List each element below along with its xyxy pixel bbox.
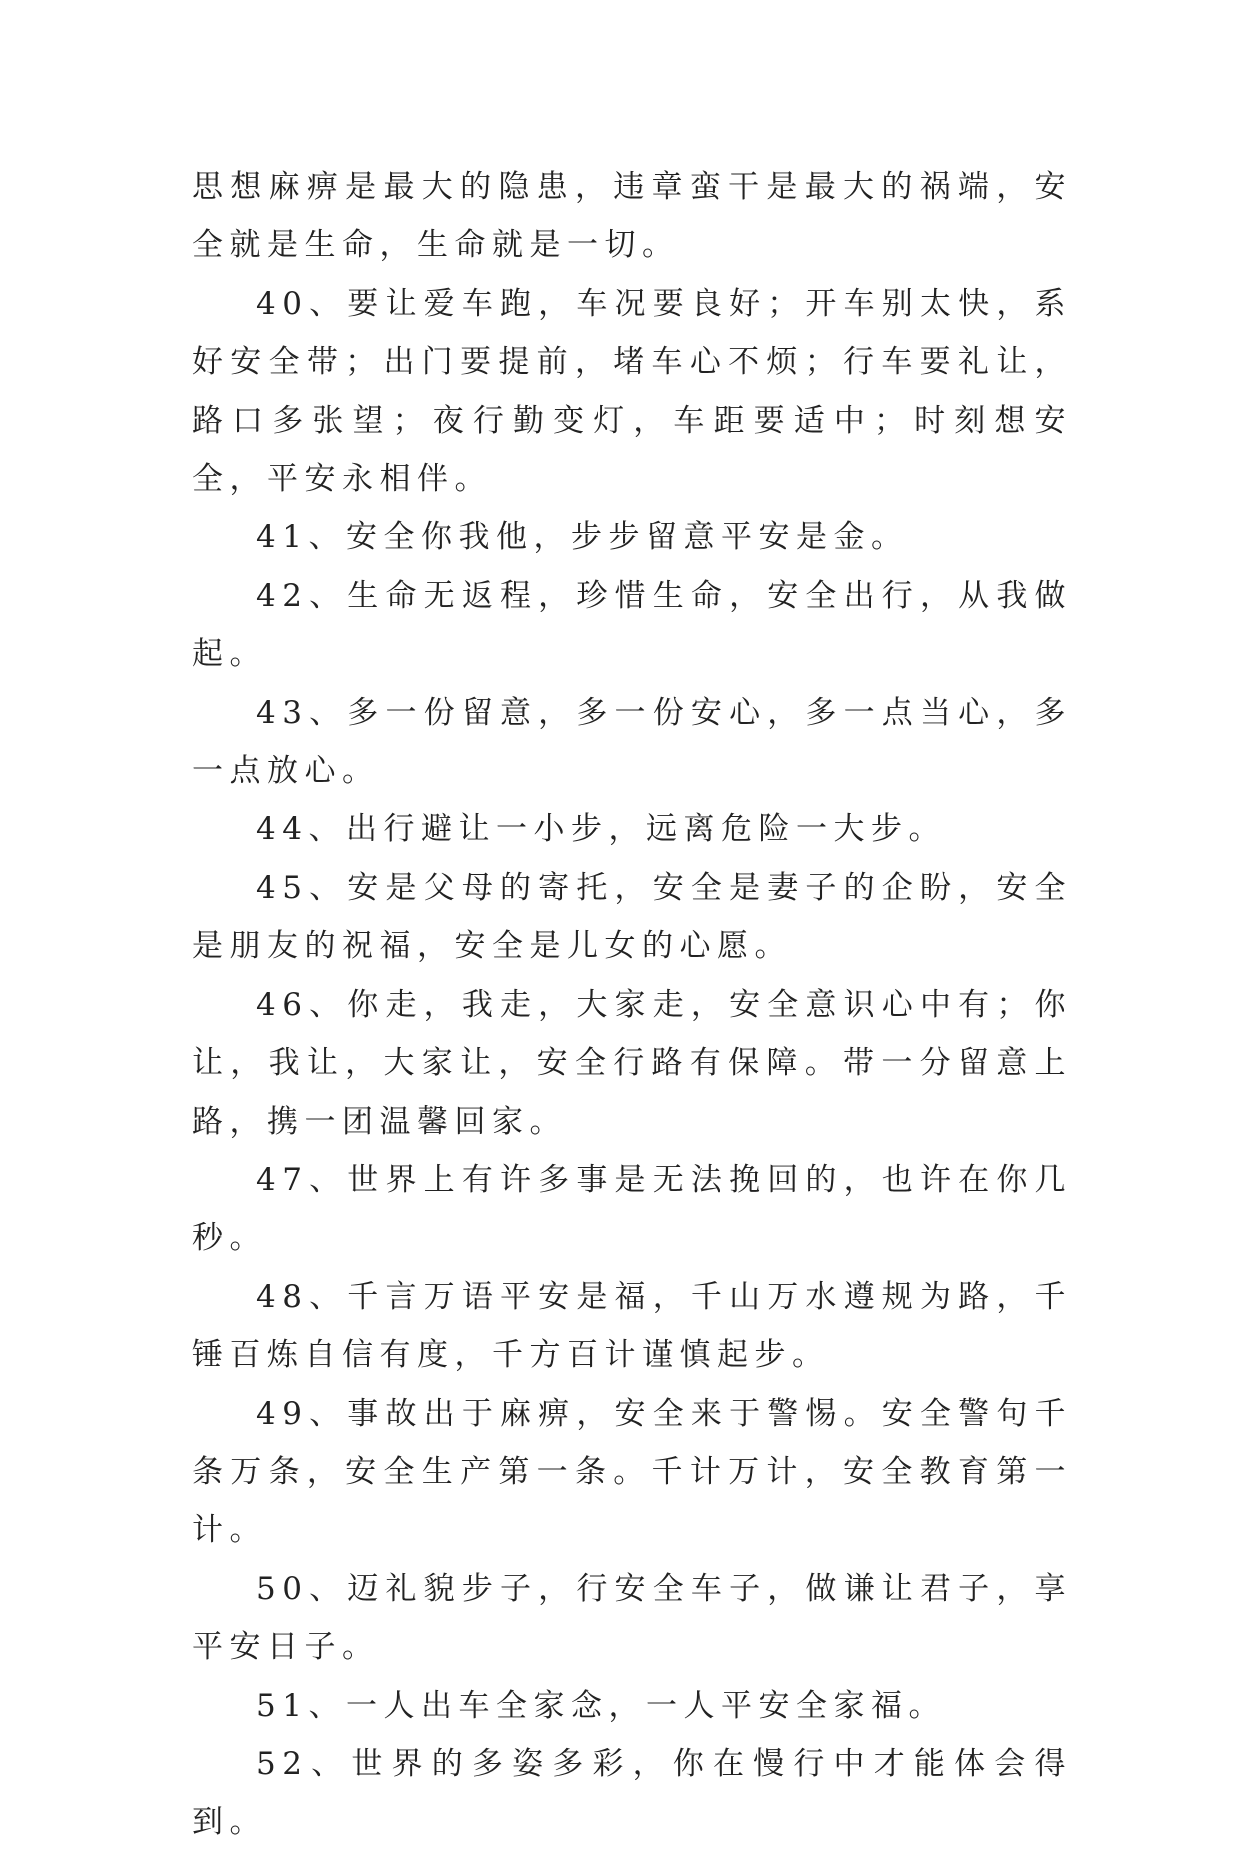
paragraph-48: 48、千言万语平安是福，千山万水遵规为路，千锤百炼自信有度，千方百计谨慎起步。 xyxy=(192,1278,1072,1374)
paragraph-52: 52、世界的多姿多彩，你在慢行中才能体会得到。 xyxy=(192,1745,1072,1841)
paragraph-42: 42、生命无返程，珍惜生命，安全出行，从我做起。 xyxy=(192,577,1072,673)
paragraph-46: 46、你走，我走，大家走，安全意识心中有；你让，我让，大家让，安全行路有保障。带一分留意上路，携一团温馨回家。 xyxy=(192,986,1072,1140)
paragraph-47: 47、世界上有许多事是无法挽回的，也许在你几秒。 xyxy=(192,1161,1072,1257)
paragraph-50: 50、迈礼貌步子，行安全车子，做谦让君子，享平安日子。 xyxy=(192,1570,1072,1666)
paragraph-continuation: 思想麻痹是最大的隐患，违章蛮干是最大的祸端，安全就是生命，生命就是一切。 xyxy=(192,169,1072,264)
paragraph-43: 43、多一份留意，多一份安心，多一点当心，多一点放心。 xyxy=(192,694,1072,790)
paragraph-41: 41、安全你我他，步步留意平安是金。 xyxy=(256,519,909,556)
document-body xyxy=(192,158,1072,1852)
paragraph-40: 40、要让爱车跑，车况要良好；开车别太快，系好安全带；出门要提前，堵车心不烦；行车要礼让，路口多张望；夜行勤变灯，车距要适中；时刻想安全，平安永相伴。 xyxy=(192,285,1072,498)
paragraph-44: 44、出行避让一小步，远离危险一大步。 xyxy=(256,811,946,848)
paragraph-45: 45、安是父母的寄托，安全是妻子的企盼，安全是朋友的祝福，安全是儿女的心愿。 xyxy=(192,869,1072,965)
paragraph-49: 49、事故出于麻痹，安全来于警惕。安全警句千条万条，安全生产第一条。千计万计，安全教育第一计。 xyxy=(192,1395,1072,1549)
paragraph-51: 51、一人出车全家念，一人平安全家福。 xyxy=(256,1687,946,1724)
